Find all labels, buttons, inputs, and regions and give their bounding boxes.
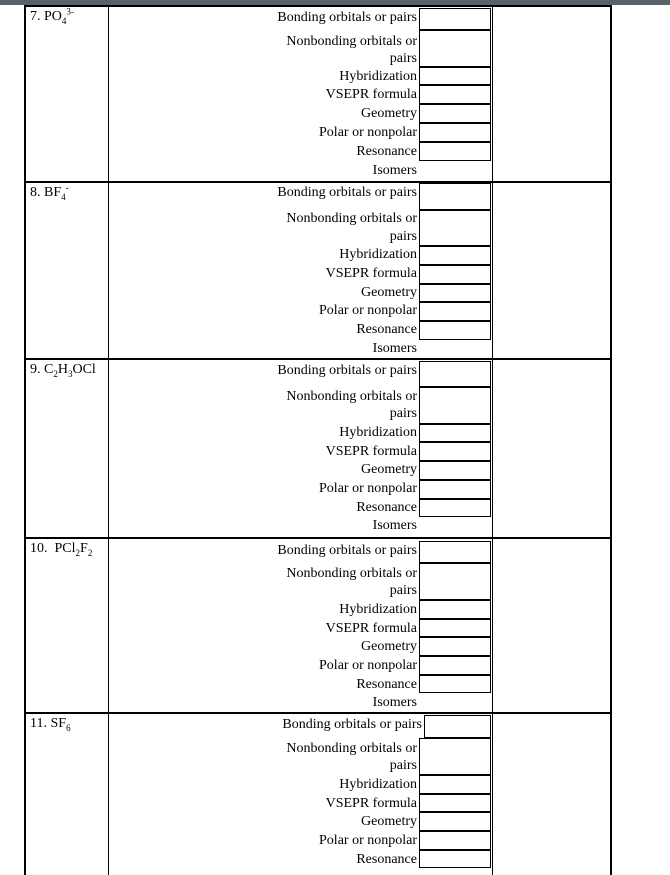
answer-box-geometry[interactable] xyxy=(419,461,491,480)
label-bonding: Bonding orbitals or pairs xyxy=(277,10,417,25)
label-bonding: Bonding orbitals or pairs xyxy=(282,717,422,732)
label-isomers: Isomers xyxy=(372,518,417,533)
row-8 xyxy=(26,181,610,358)
answer-box-vsepr[interactable] xyxy=(419,794,491,812)
label-isomers: Isomers xyxy=(372,163,417,178)
worksheet-table xyxy=(24,5,612,875)
answer-box-hybridization[interactable] xyxy=(419,600,491,619)
row-10 xyxy=(26,537,610,712)
answer-box-vsepr[interactable] xyxy=(419,442,491,461)
row-11 xyxy=(26,712,610,875)
label-vsepr: VSEPR formula xyxy=(325,87,417,102)
label-geometry: Geometry xyxy=(361,106,417,121)
label-nonbonding-2: pairs xyxy=(389,583,417,598)
label-polar: Polar or nonpolar xyxy=(319,481,417,496)
label-bonding: Bonding orbitals or pairs xyxy=(277,543,417,558)
answer-box-hybridization[interactable] xyxy=(419,67,491,85)
answer-box-polar[interactable] xyxy=(419,831,491,850)
label-vsepr: VSEPR formula xyxy=(325,796,417,811)
label-bonding: Bonding orbitals or pairs xyxy=(277,185,417,200)
answer-box-vsepr[interactable] xyxy=(419,619,491,637)
answer-box-nonbonding[interactable] xyxy=(419,563,491,600)
label-vsepr: VSEPR formula xyxy=(325,266,417,281)
answer-box-resonance[interactable] xyxy=(419,675,491,693)
label-geometry: Geometry xyxy=(361,639,417,654)
label-hybridization: Hybridization xyxy=(339,425,417,440)
answer-box-bonding[interactable] xyxy=(419,541,491,563)
molecule-label: 8. $BF_4^-$ xyxy=(30,182,69,202)
answer-box-bonding[interactable] xyxy=(419,183,491,210)
molecule-label: 10. $PCl_2F_2$ xyxy=(30,541,93,558)
label-isomers: Isomers xyxy=(372,695,417,710)
label-resonance: Resonance xyxy=(356,500,417,515)
answer-box-polar[interactable] xyxy=(419,123,491,142)
label-nonbonding-1: Nonbonding orbitals or xyxy=(286,741,417,756)
answer-box-resonance[interactable] xyxy=(419,499,491,517)
label-resonance: Resonance xyxy=(356,322,417,337)
answer-box-bonding[interactable] xyxy=(424,715,491,738)
label-nonbonding-1: Nonbonding orbitals or xyxy=(286,211,417,226)
label-nonbonding-2: pairs xyxy=(389,229,417,244)
label-hybridization: Hybridization xyxy=(339,247,417,262)
molecule-label: 7. $PO_4^{3-}$ xyxy=(30,6,74,26)
row-7 xyxy=(26,5,610,181)
label-geometry: Geometry xyxy=(361,814,417,829)
label-hybridization: Hybridization xyxy=(339,777,417,792)
label-vsepr: VSEPR formula xyxy=(325,621,417,636)
molecule-label: 11. $SF_6$ xyxy=(30,716,71,733)
label-nonbonding-1: Nonbonding orbitals or xyxy=(286,389,417,404)
label-resonance: Resonance xyxy=(356,677,417,692)
label-isomers: Isomers xyxy=(372,341,417,356)
label-resonance: Resonance xyxy=(356,852,417,867)
label-hybridization: Hybridization xyxy=(339,602,417,617)
label-nonbonding-2: pairs xyxy=(389,51,417,66)
answer-box-nonbonding[interactable] xyxy=(419,210,491,246)
label-nonbonding-2: pairs xyxy=(389,406,417,421)
answer-box-bonding[interactable] xyxy=(419,361,491,387)
answer-box-nonbonding[interactable] xyxy=(419,30,491,67)
answer-box-geometry[interactable] xyxy=(419,284,491,302)
answer-box-geometry[interactable] xyxy=(419,104,491,123)
label-geometry: Geometry xyxy=(361,285,417,300)
label-nonbonding-1: Nonbonding orbitals or xyxy=(286,566,417,581)
answer-box-resonance[interactable] xyxy=(419,142,491,161)
answer-box-hybridization[interactable] xyxy=(419,424,491,442)
answer-box-vsepr[interactable] xyxy=(419,265,491,284)
label-polar: Polar or nonpolar xyxy=(319,125,417,140)
label-bonding: Bonding orbitals or pairs xyxy=(277,363,417,378)
answer-box-nonbonding[interactable] xyxy=(419,387,491,424)
label-nonbonding-1: Nonbonding orbitals or xyxy=(286,34,417,49)
label-polar: Polar or nonpolar xyxy=(319,658,417,673)
answer-box-resonance[interactable] xyxy=(419,321,491,340)
answer-box-hybridization[interactable] xyxy=(419,775,491,794)
answer-box-polar[interactable] xyxy=(419,302,491,321)
label-resonance: Resonance xyxy=(356,144,417,159)
label-geometry: Geometry xyxy=(361,462,417,477)
answer-box-nonbonding[interactable] xyxy=(419,738,491,775)
answer-box-vsepr[interactable] xyxy=(419,85,491,104)
answer-box-geometry[interactable] xyxy=(419,812,491,831)
answer-box-polar[interactable] xyxy=(419,480,491,499)
answer-box-bonding[interactable] xyxy=(419,8,491,30)
answer-box-geometry[interactable] xyxy=(419,637,491,656)
answer-box-hybridization[interactable] xyxy=(419,246,491,265)
label-vsepr: VSEPR formula xyxy=(325,444,417,459)
answer-box-polar[interactable] xyxy=(419,656,491,675)
row-9 xyxy=(26,358,610,537)
label-nonbonding-2: pairs xyxy=(389,758,417,773)
label-polar: Polar or nonpolar xyxy=(319,833,417,848)
label-polar: Polar or nonpolar xyxy=(319,303,417,318)
label-hybridization: Hybridization xyxy=(339,69,417,84)
molecule-label: 9. $C_2H_3OCl$ xyxy=(30,362,96,379)
